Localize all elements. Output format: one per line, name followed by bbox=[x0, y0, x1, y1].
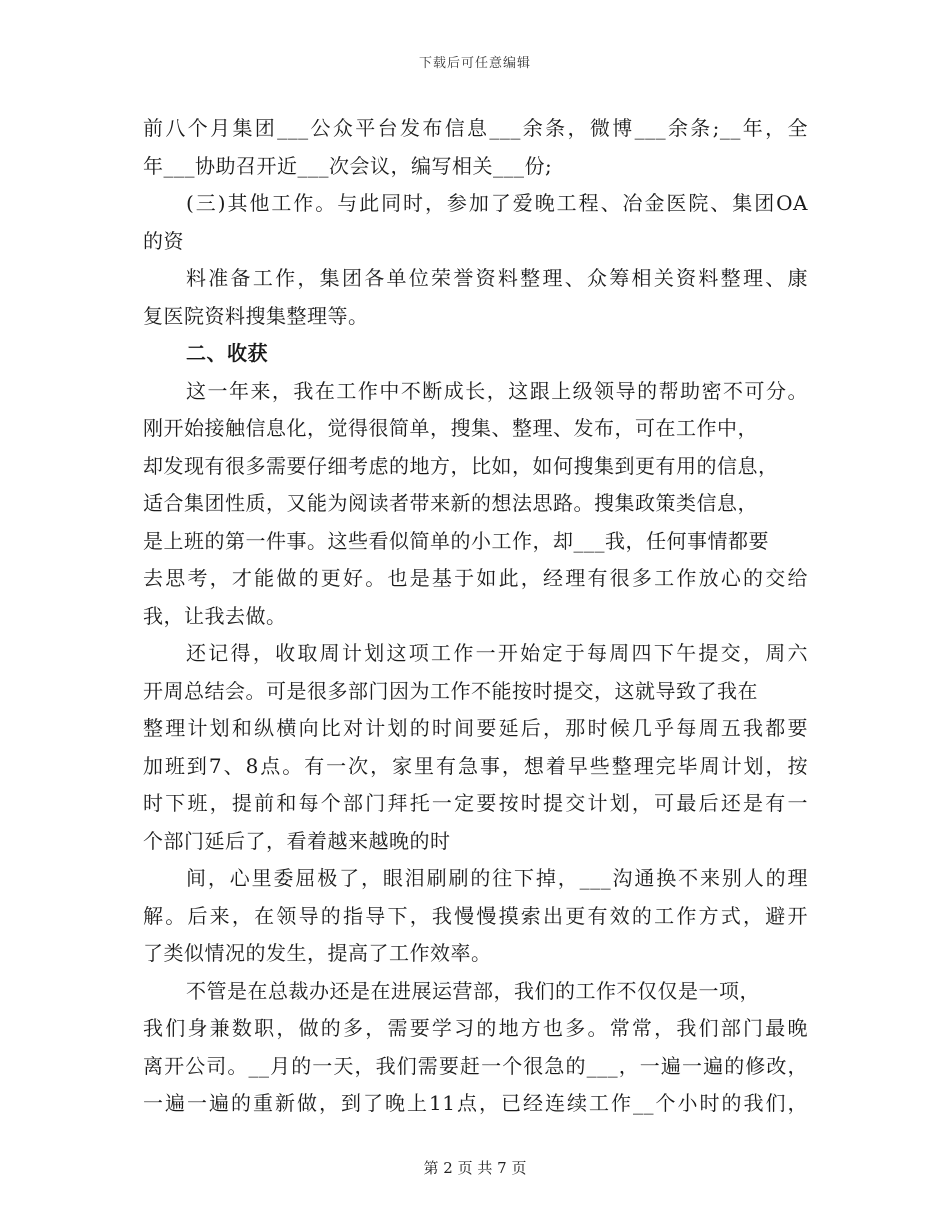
text-line: 适合集团性质，又能为阅读者带来新的想法思路。搜集政策类信息， bbox=[143, 491, 758, 515]
text-line: 开周总结会。可是很多部门因为工作不能按时提交，这就导致了我在 bbox=[143, 678, 758, 703]
page-footer: 第 2 页 共 7 页 bbox=[423, 1159, 527, 1177]
text-line: 时下班，提前和每个部门拜托一定要按时提交计划，可最后还是有一 bbox=[143, 791, 808, 815]
text-line: 我们身兼数职，做的多，需要学习的地方也多。常常，我们部门最晚 bbox=[143, 1016, 808, 1040]
text-line: 前八个月集团___公众平台发布信息___余条，微博___余条;__年，全 bbox=[143, 116, 808, 140]
page-header: 下载后可任意编辑 bbox=[418, 56, 531, 71]
text-line: 却发现有很多需要仔细考虑的地方，比如，如何搜集到更有用的信息， bbox=[143, 453, 779, 478]
text-line: 离开公司。__月的一天，我们需要赶一个很急的___，一遍一遍的修改， bbox=[143, 1053, 808, 1078]
text-line: 的资 bbox=[143, 228, 184, 253]
text-line: 复医院资料搜集整理等。 bbox=[143, 303, 369, 328]
text-line: 一遍一遍的重新做，到了晚上11点，已经连续工作__个小时的我们， bbox=[143, 1091, 808, 1115]
text-line: 个部门延后了，看着越来越晚的时 bbox=[143, 828, 451, 853]
text-line: 间，心里委屈极了，眼泪刷刷的往下掉，___沟通换不来别人的理 bbox=[186, 866, 808, 890]
text-line: 加班到7、8点。有一次，家里有急事，想着早些整理完毕周计划，按 bbox=[143, 753, 808, 778]
text-line: 还记得，收取周计划这项工作一开始定于每周四下午提交，周六 bbox=[186, 641, 808, 665]
text-line: 不管是在总裁办还是在进展运营部，我们的工作不仅仅是一项， bbox=[186, 978, 760, 1003]
section-heading: 二、收获 bbox=[186, 341, 268, 365]
text-line: 我，让我去做。 bbox=[143, 603, 287, 628]
text-line: 是上班的第一件事。这些看似简单的小工作，却___我，任何事情都要 bbox=[143, 528, 769, 553]
text-line: 年___协助召开近___次会议，编写相关___份; bbox=[143, 153, 553, 178]
text-line: 这一年来，我在工作中不断成长，这跟上级领导的帮助密不可分。 bbox=[186, 378, 808, 403]
text-line: 料准备工作，集团各单位荣誉资料整理、众筹相关资料整理、康 bbox=[186, 266, 808, 290]
text-line: 去思考，才能做的更好。也是基于如此，经理有很多工作放心的交给 bbox=[143, 566, 808, 590]
text-line: 刚开始接触信息化，觉得很简单，搜集、整理、发布，可在工作中， bbox=[143, 416, 758, 440]
text-line: 整理计划和纵横向比对计划的时间要延后，那时候几乎每周五我都要 bbox=[143, 716, 808, 740]
text-line: 解。后来，在领导的指导下，我慢慢摸索出更有效的工作方式，避开 bbox=[143, 903, 808, 928]
document-body bbox=[143, 110, 808, 1123]
text-line: (三)其他工作。与此同时，参加了爱晚工程、冶金医院、集团OA bbox=[186, 191, 808, 215]
text-line: 了类似情况的发生，提高了工作效率。 bbox=[143, 941, 492, 965]
